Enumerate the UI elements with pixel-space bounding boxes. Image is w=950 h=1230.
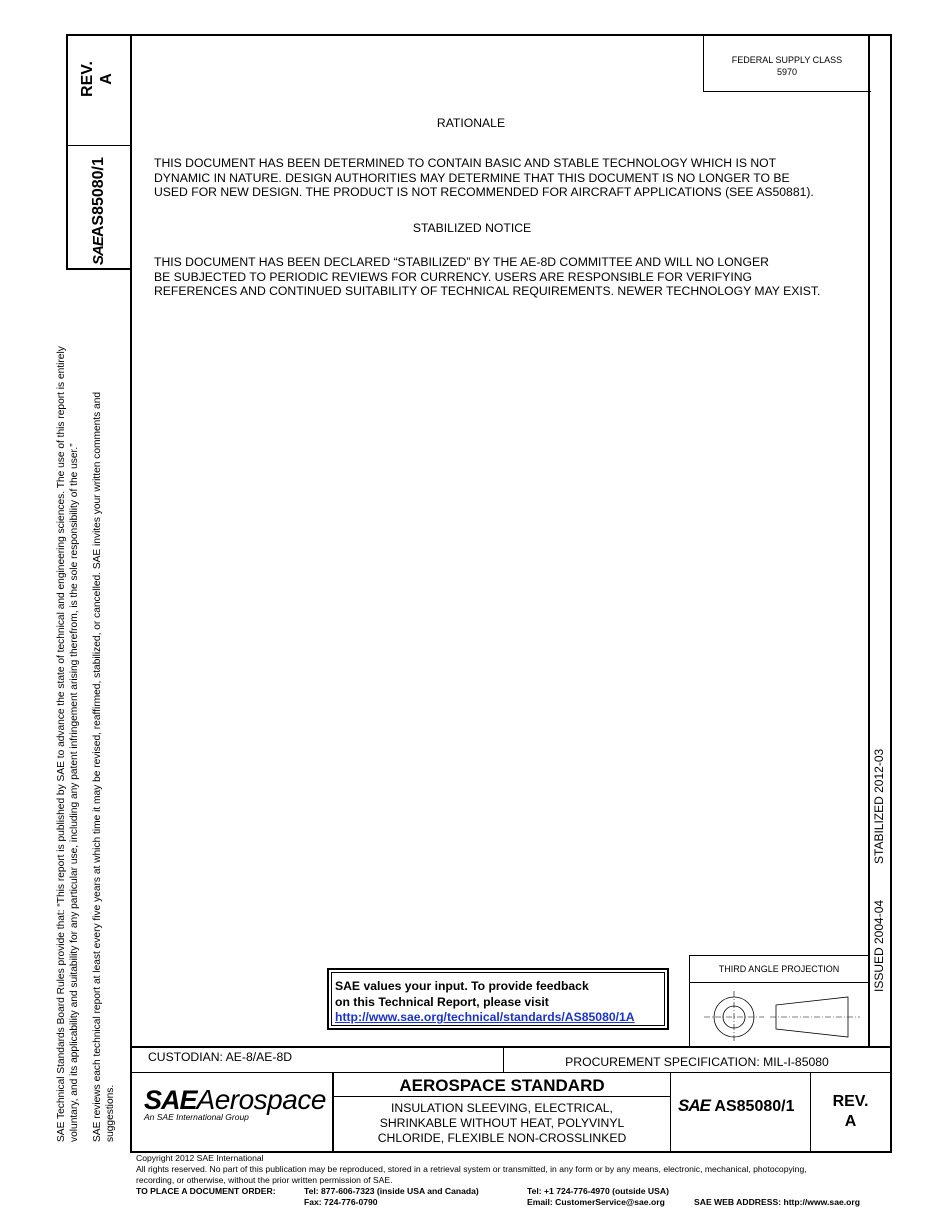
projection-label: THIRD ANGLE PROJECTION — [718, 964, 840, 974]
sae-logo-small: SAE — [90, 237, 107, 265]
federal-supply-label: FEDERAL SUPPLY CLASS — [731, 55, 843, 65]
stabilized-line: REFERENCES AND CONTINUED SUITABILITY OF TECHNICAL REQUIREMENTS. NEWER TECHNOLOGY MAY EXIST. — [154, 284, 821, 299]
stabilized-line: THIS DOCUMENT HAS BEEN DECLARED “STABILIZED” BY THE AE-8D COMMITTEE AND WILL NO LONGER — [154, 255, 769, 269]
review-notice-line: SAE reviews each technical report at least every five years at which time it may be revised, reaffirmed, stabilized, or cancelled. SAE invites your written comments and — [92, 391, 103, 1142]
stabilized-text — [154, 255, 820, 299]
feedback-box — [327, 968, 669, 1030]
stabilized-date: STABILIZED 2012-03 — [872, 748, 886, 864]
copyright: Copyright 2012 SAE International — [136, 1153, 264, 1163]
board-rules-line: voluntary, and its applicability and suitability for any particular use, including any patent infringement arising therefrom, is the sole responsibility of the user.” — [69, 443, 80, 1142]
board-rules-notice — [55, 282, 81, 1142]
sae-logo-doc: SAE — [678, 1096, 710, 1115]
tel-intl: Tel: +1 724-776-4970 (outside USA) — [527, 1186, 669, 1196]
order-label: TO PLACE A DOCUMENT ORDER: — [136, 1186, 276, 1196]
title-line: SHRINKABLE WITHOUT HEAT, POLYVINYL — [379, 1115, 625, 1130]
feedback-line: on this Technical Report, please visit — [335, 994, 549, 1009]
stabilized-line: BE SUBJECTED TO PERIODIC REVIEWS FOR CURRENCY. USERS ARE RESPONSIBLE FOR VERIFYING — [154, 269, 752, 284]
fax: Fax: 724-776-0790 — [304, 1197, 378, 1207]
rationale-text — [154, 156, 814, 200]
doc-number-vertical: AS85080/1 — [90, 157, 107, 238]
order-contacts-intl — [527, 1186, 669, 1208]
doc-id-vertical — [89, 147, 108, 265]
rationale-line: USED FOR NEW DESIGN. THE PRODUCT IS NOT RECOMMENDED FOR AIRCRAFT APPLICATIONS (SEE AS50881). — [154, 185, 814, 200]
projection-symbol-icon — [692, 985, 868, 1045]
rev-label: REV. — [79, 61, 96, 97]
issued-date: ISSUED 2004-04 — [872, 899, 886, 992]
title-line: INSULATION SLEEVING, ELECTRICAL, — [391, 1101, 613, 1115]
board-rules-line: SAE Technical Standards Board Rules provide that: “This report is published by SAE to advance the state of technical and engineering sciences. The use of this report is entirely — [56, 346, 67, 1142]
feedback-line: SAE values your input. To provide feedback — [335, 979, 589, 993]
tel-us: Tel: 877-606-7323 (inside USA and Canada) — [304, 1186, 479, 1196]
title-line: CHLORIDE, FLEXIBLE NON-CROSSLINKED — [377, 1130, 627, 1145]
document-title — [334, 1101, 670, 1145]
sae-logo-mark: SAE — [144, 1085, 197, 1115]
email[interactable]: Email: CustomerService@sae.org — [527, 1197, 665, 1207]
logo-tagline: An SAE International Group — [144, 1112, 249, 1122]
feedback-link[interactable]: http://www.sae.org/technical/standards/AS85080/1A — [335, 1010, 635, 1024]
rights-line: recording, or otherwise, without the prior written permission of SAE. — [136, 1175, 393, 1185]
rationale-line: DYNAMIC IN NATURE. DESIGN AUTHORITIES MAY DETERMINE THAT THIS DOCUMENT IS NO LONGER TO BE — [154, 170, 790, 185]
standard-type: AEROSPACE STANDARD — [399, 1076, 605, 1095]
rev-block-value: A — [844, 1113, 857, 1130]
rev-block — [811, 1092, 890, 1132]
custodian: CUSTODIAN: AE-8/AE-8D — [148, 1050, 293, 1064]
federal-supply-class — [704, 54, 870, 78]
review-notice-line: suggestions. — [105, 1084, 116, 1142]
rev-value: A — [98, 73, 115, 85]
doc-number: AS85080/1 — [714, 1098, 795, 1115]
sae-aerospace-logo — [144, 1086, 326, 1122]
rev-box — [78, 47, 116, 111]
rationale-line: THIS DOCUMENT HAS BEEN DETERMINED TO CONTAIN BASIC AND STABLE TECHNOLOGY WHICH IS NOT — [154, 156, 777, 170]
web-address[interactable]: SAE WEB ADDRESS: http://www.sae.org — [694, 1197, 860, 1207]
rights-line: All rights reserved. No part of this publication may be reproduced, stored in a retrieval system or transmitted, in any form or by any means, electronic, mechanical, photocopying, — [136, 1164, 807, 1174]
footer — [136, 1153, 807, 1186]
aerospace-wordmark: Aerospace — [196, 1084, 326, 1115]
federal-supply-value: 5970 — [776, 67, 798, 77]
review-notice — [91, 282, 117, 1142]
doc-number-block — [678, 1096, 794, 1116]
stabilized-heading: STABILIZED NOTICE — [412, 221, 532, 235]
order-contacts-us — [304, 1186, 479, 1208]
rev-block-label: REV. — [832, 1093, 869, 1110]
rationale-heading: RATIONALE — [436, 116, 506, 130]
procurement-spec: PROCUREMENT SPECIFICATION: MIL-I-85080 — [565, 1055, 829, 1069]
